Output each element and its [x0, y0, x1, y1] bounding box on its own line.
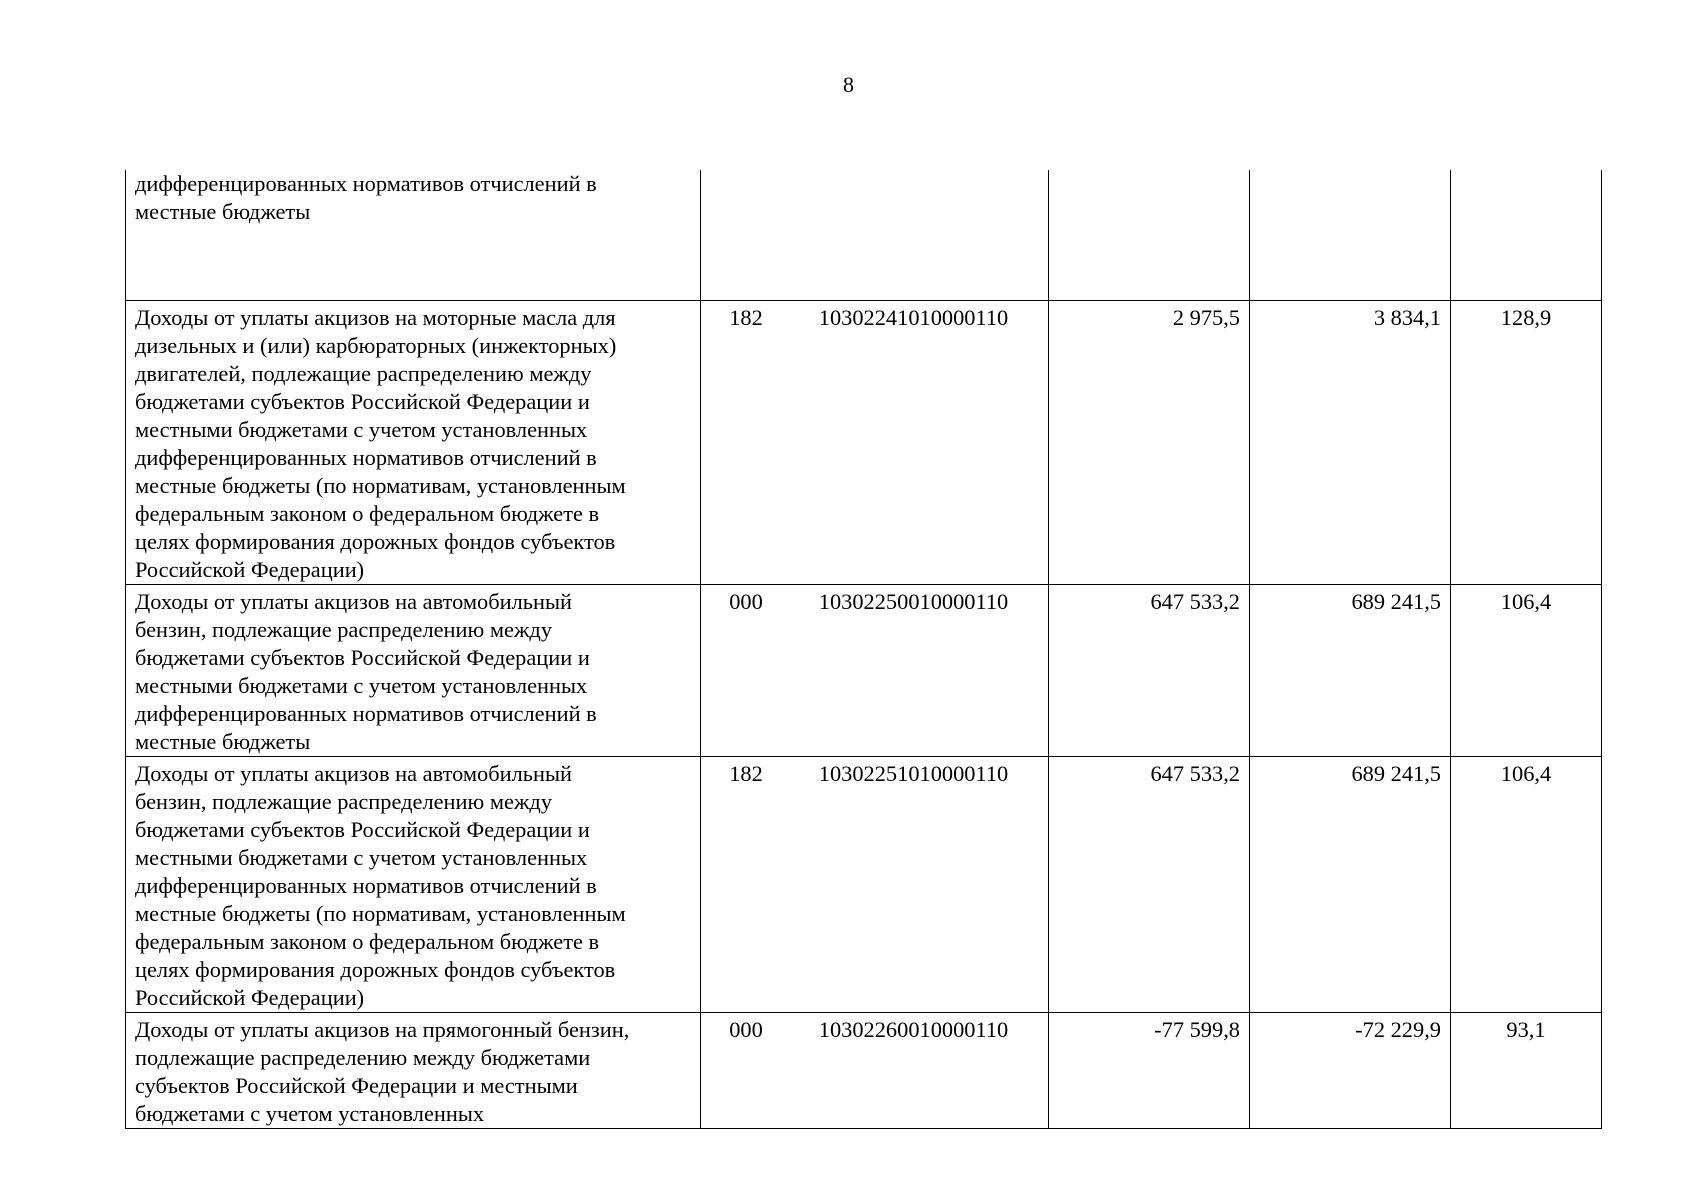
actual-cell [1250, 584, 1451, 756]
percent-value: 93,1 [1506, 1016, 1546, 1042]
income-description-cell [126, 756, 701, 1012]
table-row [126, 756, 1602, 1012]
income-description-cell [126, 300, 701, 584]
percent-cell [1451, 1012, 1602, 1128]
plan-cell [1049, 584, 1250, 756]
table-row [126, 300, 1602, 584]
income-description: Доходы от уплаты акцизов на прямогонный бензин, подлежащие распределению между бюджетами субъектов Российской Федерации и местными бюджетами с учетом установленных [135, 1016, 630, 1126]
admin-code: 182 [729, 304, 763, 330]
income-description-cell [126, 170, 701, 300]
plan-cell [1049, 170, 1250, 300]
admin-code: 000 [729, 1016, 763, 1042]
percent-value: 106,4 [1500, 588, 1552, 614]
table-row [126, 584, 1602, 756]
percent-cell [1451, 300, 1602, 584]
table-row [126, 170, 1602, 300]
budget-revenue-table [125, 170, 1602, 1129]
actual-value: -72 229,9 [1355, 1016, 1441, 1042]
page-number: 8 [843, 72, 854, 97]
budget-classification-code: 10302250010000110 [818, 588, 1009, 614]
actual-value: 3 834,1 [1373, 304, 1441, 330]
income-description: дифференцированных нормативов отчислений в местные бюджеты [135, 171, 597, 224]
percent-cell [1451, 584, 1602, 756]
plan-value: -77 599,8 [1154, 1016, 1240, 1042]
income-description: Доходы от уплаты акцизов на моторные масла для дизельных и (или) карбюраторных (инжекторных) двигателей, подлежащие распределению между бюджетами субъектов Российской Федерации и местными бюджетами с учетом установленных дифференцированных нормативов отчислений в местные бюджеты (по нормативам, установленным федеральным законом о федеральном бюджете в целях формирования дорожных фондов субъектов Российской Федерации) [135, 304, 626, 582]
percent-cell [1451, 170, 1602, 300]
budget-classification-code: 10302260010000110 [818, 1016, 1009, 1042]
actual-cell [1250, 1012, 1451, 1128]
plan-cell [1049, 1012, 1250, 1128]
actual-value: 689 241,5 [1351, 760, 1441, 786]
income-description-cell [126, 584, 701, 756]
code-cell [701, 300, 1049, 584]
percent-value: 106,4 [1500, 760, 1552, 786]
budget-classification-code: 10302251010000110 [818, 760, 1009, 786]
table-row [126, 1012, 1602, 1128]
admin-code: 000 [729, 588, 763, 614]
plan-value: 647 533,2 [1150, 760, 1240, 786]
plan-cell [1049, 300, 1250, 584]
income-description: Доходы от уплаты акцизов на автомобильный бензин, подлежащие распределению между бюджетами субъектов Российской Федерации и местными бюджетами с учетом установленных дифференцированных нормативов отчислений в местные бюджеты (по нормативам, установленным федеральным законом о федеральном бюджете в целях формирования дорожных фондов субъектов Российской Федерации) [135, 760, 626, 1010]
actual-cell [1250, 756, 1451, 1012]
plan-value: 647 533,2 [1150, 588, 1240, 614]
admin-code: 182 [729, 760, 763, 786]
percent-cell [1451, 756, 1602, 1012]
percent-value: 128,9 [1500, 304, 1552, 330]
code-cell [701, 584, 1049, 756]
budget-classification-code: 10302241010000110 [818, 304, 1009, 330]
code-cell [701, 756, 1049, 1012]
actual-value: 689 241,5 [1351, 588, 1441, 614]
code-cell [701, 1012, 1049, 1128]
actual-cell [1250, 170, 1451, 300]
code-cell [701, 170, 1049, 300]
plan-value: 2 975,5 [1172, 304, 1240, 330]
plan-cell [1049, 756, 1250, 1012]
actual-cell [1250, 300, 1451, 584]
income-description-cell [126, 1012, 701, 1128]
income-description: Доходы от уплаты акцизов на автомобильный бензин, подлежащие распределению между бюджетами субъектов Российской Федерации и местными бюджетами с учетом установленных дифференцированных нормативов отчислений в местные бюджеты [135, 588, 597, 754]
